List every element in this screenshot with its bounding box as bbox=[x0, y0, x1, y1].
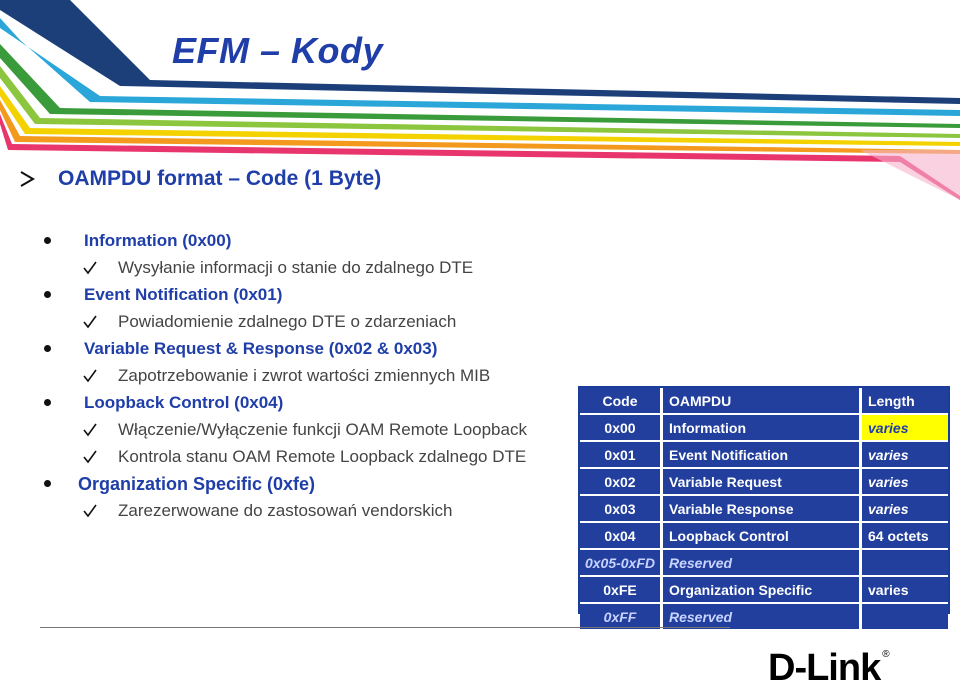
table-row bbox=[580, 468, 948, 495]
checkmark-icon bbox=[82, 449, 98, 465]
cell-oampdu: Reserved bbox=[662, 603, 861, 630]
cell-oampdu: Variable Response bbox=[662, 495, 861, 522]
list-item-label: Information (0x00) bbox=[84, 231, 232, 250]
list-subitem bbox=[0, 444, 526, 470]
list-subitem-text: Powiadomienie zdalnego DTE o zdarzeniach bbox=[118, 312, 457, 331]
cell-code: 0x00 bbox=[580, 414, 662, 441]
cell-length: 64 octets bbox=[861, 522, 949, 549]
column-header-length: Length bbox=[861, 388, 949, 414]
checkmark-icon bbox=[82, 260, 98, 276]
list-item-label: Variable Request & Response (0x02 & 0x03) bbox=[84, 339, 438, 358]
registered-mark: ® bbox=[882, 649, 890, 660]
list-subitem bbox=[0, 498, 453, 524]
list-subitem-text: Kontrola stanu OAM Remote Loopback zdalnego DTE bbox=[118, 447, 527, 466]
bullet-icon bbox=[44, 480, 51, 487]
checkmark-icon bbox=[82, 368, 98, 384]
checkmark-icon bbox=[82, 503, 98, 519]
list-item-information bbox=[0, 228, 231, 254]
column-header-oampdu: OAMPDU bbox=[662, 388, 861, 414]
logo-text: D-Link bbox=[768, 647, 881, 689]
cell-length: varies bbox=[861, 495, 949, 522]
list-subitem-text: Zarezerwowane do zastosowań vendorskich bbox=[118, 501, 453, 520]
bullet-icon bbox=[44, 291, 51, 298]
list-subitem-text: Włączenie/Wyłączenie funkcji OAM Remote Loopback bbox=[118, 420, 527, 439]
bullet-icon bbox=[44, 237, 51, 244]
cell-code: 0x04 bbox=[580, 522, 662, 549]
list-subitem bbox=[0, 255, 473, 281]
arrow-bullet-icon bbox=[18, 170, 36, 188]
bullet-icon bbox=[44, 345, 51, 352]
cell-oampdu: Variable Request bbox=[662, 468, 861, 495]
cell-length: varies bbox=[861, 468, 949, 495]
cell-length bbox=[861, 603, 949, 630]
cell-code: 0xFF bbox=[580, 603, 662, 630]
cell-length-highlighted: varies bbox=[861, 414, 949, 441]
table-row bbox=[580, 414, 948, 441]
oampdu-code-table bbox=[578, 386, 950, 625]
table-row bbox=[580, 576, 948, 603]
subtitle-row bbox=[18, 164, 381, 194]
list-item-label: Loopback Control (0x04) bbox=[84, 393, 284, 412]
column-header-code: Code bbox=[580, 388, 662, 414]
table-header-row bbox=[580, 388, 948, 414]
cell-code: 0x05-0xFD bbox=[580, 549, 662, 576]
cell-oampdu: Reserved bbox=[662, 549, 861, 576]
cell-code: 0x01 bbox=[580, 441, 662, 468]
cell-oampdu: Loopback Control bbox=[662, 522, 861, 549]
bullet-icon bbox=[44, 399, 51, 406]
list-item-label: Event Notification (0x01) bbox=[84, 285, 283, 304]
list-item-organization-specific bbox=[0, 471, 315, 497]
cell-oampdu: Information bbox=[662, 414, 861, 441]
list-subitem-text: Wysyłanie informacji o stanie do zdalnego DTE bbox=[118, 258, 474, 277]
list-subitem bbox=[0, 417, 527, 443]
list-item-loopback-control bbox=[0, 390, 283, 416]
list-item-event-notification bbox=[0, 282, 282, 308]
list-item-variable-request bbox=[0, 336, 437, 362]
list-subitem bbox=[0, 363, 490, 389]
cell-code: 0xFE bbox=[580, 576, 662, 603]
checkmark-icon bbox=[82, 422, 98, 438]
cell-oampdu: Organization Specific bbox=[662, 576, 861, 603]
cell-length bbox=[861, 549, 949, 576]
list-subitem bbox=[0, 309, 456, 335]
dlink-logo bbox=[768, 648, 890, 688]
oampdu-table bbox=[580, 388, 948, 631]
list-subitem-text: Zapotrzebowanie i zwrot wartości zmiennych MIB bbox=[118, 366, 491, 385]
table-row bbox=[580, 549, 948, 576]
page-title: EFM – Kody bbox=[172, 30, 384, 71]
subtitle: OAMPDU format – Code (1 Byte) bbox=[58, 167, 382, 190]
table-row bbox=[580, 495, 948, 522]
cell-length: varies bbox=[861, 441, 949, 468]
table-row bbox=[580, 522, 948, 549]
cell-code: 0x03 bbox=[580, 495, 662, 522]
table-row bbox=[580, 603, 948, 630]
cell-oampdu: Event Notification bbox=[662, 441, 861, 468]
cell-length: varies bbox=[861, 576, 949, 603]
cell-code: 0x02 bbox=[580, 468, 662, 495]
table-row bbox=[580, 441, 948, 468]
list-item-label: Organization Specific (0xfe) bbox=[78, 473, 316, 494]
footer-divider bbox=[40, 627, 730, 628]
checkmark-icon bbox=[82, 314, 98, 330]
